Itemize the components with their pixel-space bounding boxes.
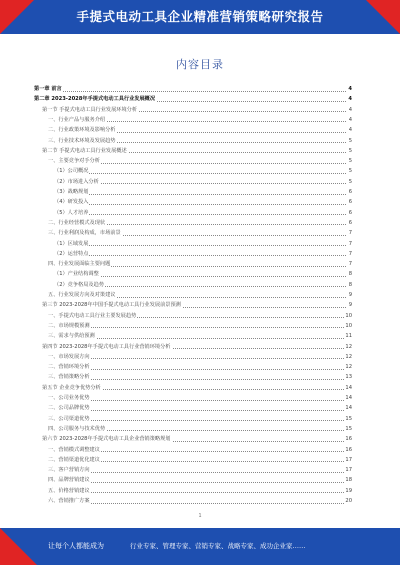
toc-entry-page: 4: [348, 86, 352, 92]
toc-leader-dots: [54, 194, 346, 195]
toc-entry-page: 9: [348, 292, 352, 298]
toc-leader-dots: [54, 245, 346, 246]
toc-leader-dots: [48, 492, 346, 493]
toc-entry-label: 四、品牌营销建议: [48, 477, 90, 484]
toc-leader-dots: [48, 420, 346, 421]
toc-entry[interactable]: [48, 488, 352, 495]
toc-entry-label: 三、需求与供给预测: [48, 333, 95, 340]
toc-entry[interactable]: [48, 117, 352, 124]
toc-entry-page: 5: [348, 168, 352, 175]
toc-entry-label: 一、行业产品与服务介绍: [48, 116, 106, 123]
toc-entry-label: 第四节 2023-2028年手提式电动工具行业营销环境分析: [42, 343, 171, 350]
page-header: [0, 0, 400, 34]
toc-entry-label: 三、营销策略分析: [48, 374, 90, 381]
toc-entry[interactable]: [48, 313, 352, 320]
toc-entry-page: 6: [348, 219, 352, 226]
toc-entry-label: （1）产业结构调整: [54, 271, 99, 278]
toc-entry[interactable]: [48, 364, 352, 371]
toc-entry-page: 19: [345, 487, 352, 494]
toc-leader-dots: [54, 173, 346, 174]
toc-entry[interactable]: [48, 292, 352, 299]
toc-entry[interactable]: [48, 138, 352, 145]
toc-entry-page: 15: [345, 425, 352, 432]
toc-leader-dots: [34, 91, 346, 92]
toc-entry-page: 12: [345, 364, 352, 371]
toc-entry[interactable]: [48, 416, 352, 423]
toc-entry-label: 二、营销渠道优化建议: [48, 456, 100, 463]
toc-entry-page: 12: [345, 343, 352, 350]
toc-entry[interactable]: [48, 467, 352, 474]
toc-leader-dots: [48, 503, 346, 504]
toc-entry-page: 5: [348, 137, 352, 144]
toc-entry-label: 第五节 企业竞争优势分析: [42, 384, 101, 391]
toc-entry-page: 7: [348, 250, 352, 257]
toc-entry-page: 11: [345, 333, 352, 340]
toc-entry[interactable]: [42, 385, 352, 392]
toc-leader-dots: [48, 410, 346, 411]
toc-entry-label: 四、行业发展面临主要问题: [48, 261, 111, 268]
toc-entry-label: 第六节 2023-2028年手提式电动工具企业营销策略规划: [42, 436, 171, 443]
toc-entry-label: 二、公司品牌优势: [48, 405, 90, 412]
toc-entry-page: 5: [348, 147, 352, 154]
toc-entry-label: （1）公司概况: [54, 168, 89, 175]
toc-entry[interactable]: [48, 477, 352, 484]
toc-leader-dots: [48, 369, 346, 370]
toc-entry[interactable]: [48, 447, 352, 454]
toc-entry-page: 7: [348, 240, 352, 247]
toc-entry-label: 二、营销环境分析: [48, 364, 90, 371]
toc-entry[interactable]: [54, 199, 352, 206]
toc-entry[interactable]: [54, 271, 352, 278]
toc-entry[interactable]: [54, 189, 352, 196]
toc-entry[interactable]: [48, 405, 352, 412]
toc-entry[interactable]: [48, 230, 352, 237]
toc-entry-page: 10: [345, 312, 352, 319]
toc-entry-page: 4: [348, 106, 352, 113]
toc-entry-page: 17: [345, 467, 352, 474]
toc-entry-label: （2）竞争格局及趋势: [54, 281, 104, 288]
toc-entry-page: 4: [348, 127, 352, 134]
toc-entry[interactable]: [48, 426, 352, 433]
toc-entry-label: 六、营销推广方案: [48, 498, 90, 504]
toc-entry-page: 8: [348, 271, 352, 278]
toc-entry-page: 6: [348, 199, 352, 206]
toc-leader-dots: [48, 327, 346, 328]
toc-entry-page: 14: [345, 384, 352, 391]
toc-entry-page: 13: [345, 374, 352, 381]
toc-entry[interactable]: [42, 436, 352, 443]
toc-entry-label: 五、行业发展方向及对策建议: [48, 292, 116, 298]
toc-entry[interactable]: [48, 261, 352, 268]
toc-entry-label: 三、行业利润及构成，市场前景: [48, 230, 121, 237]
toc-leader-dots: [48, 482, 346, 483]
toc-entry-page: 8: [348, 281, 352, 288]
toc-entry-page: 6: [348, 209, 352, 216]
toc-entry-label: 一、手提式电动工具行业主要发展趋势: [48, 312, 137, 319]
toc-entry-page: 18: [345, 477, 352, 484]
toc-entry[interactable]: [54, 251, 352, 258]
toc-entry-label: 三、客户营销方向: [48, 467, 90, 474]
footer-accent: [0, 528, 37, 565]
toc-entry-label: 三、公司渠道优势: [48, 415, 90, 422]
toc-entry[interactable]: [54, 241, 352, 248]
toc-heading: 内容目录: [176, 58, 224, 71]
toc-entry-page: 16: [345, 436, 352, 443]
toc-entry[interactable]: [54, 168, 352, 175]
toc-entry[interactable]: [48, 323, 352, 330]
page-footer: [0, 528, 400, 565]
footer-tagline: 行业专家、管理专家、营销专家、战略专家、成功企业家……: [130, 542, 306, 550]
toc-entry[interactable]: [54, 282, 352, 289]
toc-entry[interactable]: [54, 210, 352, 217]
toc-entry-page: 7: [348, 261, 352, 268]
toc-entry[interactable]: [48, 498, 352, 505]
toc-entry-label: （2）运营特点: [54, 250, 89, 257]
toc-entry-page: 20: [345, 498, 352, 504]
toc-entry-label: 一、营销模式调整建议: [48, 446, 100, 453]
toc-entry-label: 第二章 2023-2028年手提式电动工具行业发展概况: [34, 96, 156, 103]
toc-entry[interactable]: [48, 158, 352, 165]
toc-entry-label: 二、市场规模预测: [48, 322, 90, 329]
toc-entry[interactable]: [34, 86, 352, 93]
toc-entry[interactable]: [34, 96, 352, 103]
toc-entry-label: （3）战略规划: [54, 189, 89, 195]
toc-entry[interactable]: [48, 374, 352, 381]
toc-entry[interactable]: [48, 333, 352, 340]
toc-leader-dots: [48, 400, 346, 401]
toc-entry-label: （2）市场进入分析: [54, 178, 99, 185]
toc-entry-label: 二、行业政策环境及影响分析: [48, 127, 116, 134]
toc-entry[interactable]: [42, 344, 352, 351]
toc-entry-page: 14: [345, 405, 352, 412]
toc-entry-label: 一、公司业务优势: [48, 395, 90, 401]
toc-entry-page: 4: [348, 96, 352, 103]
toc-entry-page: 10: [345, 322, 352, 329]
toc-entry[interactable]: [42, 107, 352, 114]
toc-leader-dots: [54, 204, 346, 205]
toc-entry-label: 第一章 前言: [34, 86, 62, 92]
footer-slogan: 让每个人都能成为: [48, 542, 104, 550]
toc-entry-page: 15: [345, 415, 352, 422]
toc-entry-label: （4）研发投入: [54, 199, 89, 206]
toc-leader-dots: [48, 472, 346, 473]
toc-leader-dots: [48, 358, 346, 359]
toc-entry-label: 第三节 2023-2028年中国手提式电动工具行业发展前景预测: [42, 302, 181, 309]
toc-entry-label: 第二节 手提式电动工具行业发展概述: [42, 147, 127, 154]
toc-entry[interactable]: [42, 148, 352, 155]
toc-entry[interactable]: [54, 179, 352, 186]
toc-entry-label: 一、市场发展方向: [48, 353, 90, 360]
toc-leader-dots: [54, 214, 346, 215]
toc-entry-page: 16: [345, 446, 352, 453]
toc-leader-dots: [54, 255, 346, 256]
toc-entry-label: （5）人才培养: [54, 209, 89, 216]
toc-entry-label: 四、公司服务与技术优势: [48, 425, 106, 432]
toc-entry-page: 9: [348, 302, 352, 309]
toc-entry-page: 6: [348, 189, 352, 195]
toc-entry[interactable]: [48, 220, 352, 227]
toc-entry-page: 5: [348, 178, 352, 185]
toc-entry[interactable]: [48, 395, 352, 402]
report-title: 手提式电动工具企业精准营销策略研究报告: [76, 9, 324, 24]
toc-entry-label: 二、行业经营模式及现状: [48, 219, 106, 226]
toc-entry-label: 一、主要竞争对手分析: [48, 158, 100, 165]
toc-entry-page: 7: [348, 230, 352, 237]
toc-entry-label: 三、行业技术环境及发展趋势: [48, 137, 116, 144]
page-number: 1: [198, 513, 202, 519]
toc-entry-page: 14: [345, 395, 352, 401]
toc-entry[interactable]: [48, 354, 352, 361]
toc-entry-label: 五、价格营销建议: [48, 487, 90, 494]
toc-entry-page: 17: [345, 456, 352, 463]
toc-entry-label: 第一节 手提式电动工具行业发展环境分析: [42, 106, 138, 113]
toc-leader-dots: [48, 379, 346, 380]
toc-entry-page: 4: [348, 116, 352, 123]
toc-entry[interactable]: [48, 127, 352, 134]
toc-entry-label: （1）区域发展: [54, 240, 89, 247]
toc-entry-page: 5: [348, 158, 352, 165]
toc-entry[interactable]: [42, 302, 352, 309]
toc-entry-page: 12: [345, 353, 352, 360]
toc-entry[interactable]: [48, 457, 352, 464]
